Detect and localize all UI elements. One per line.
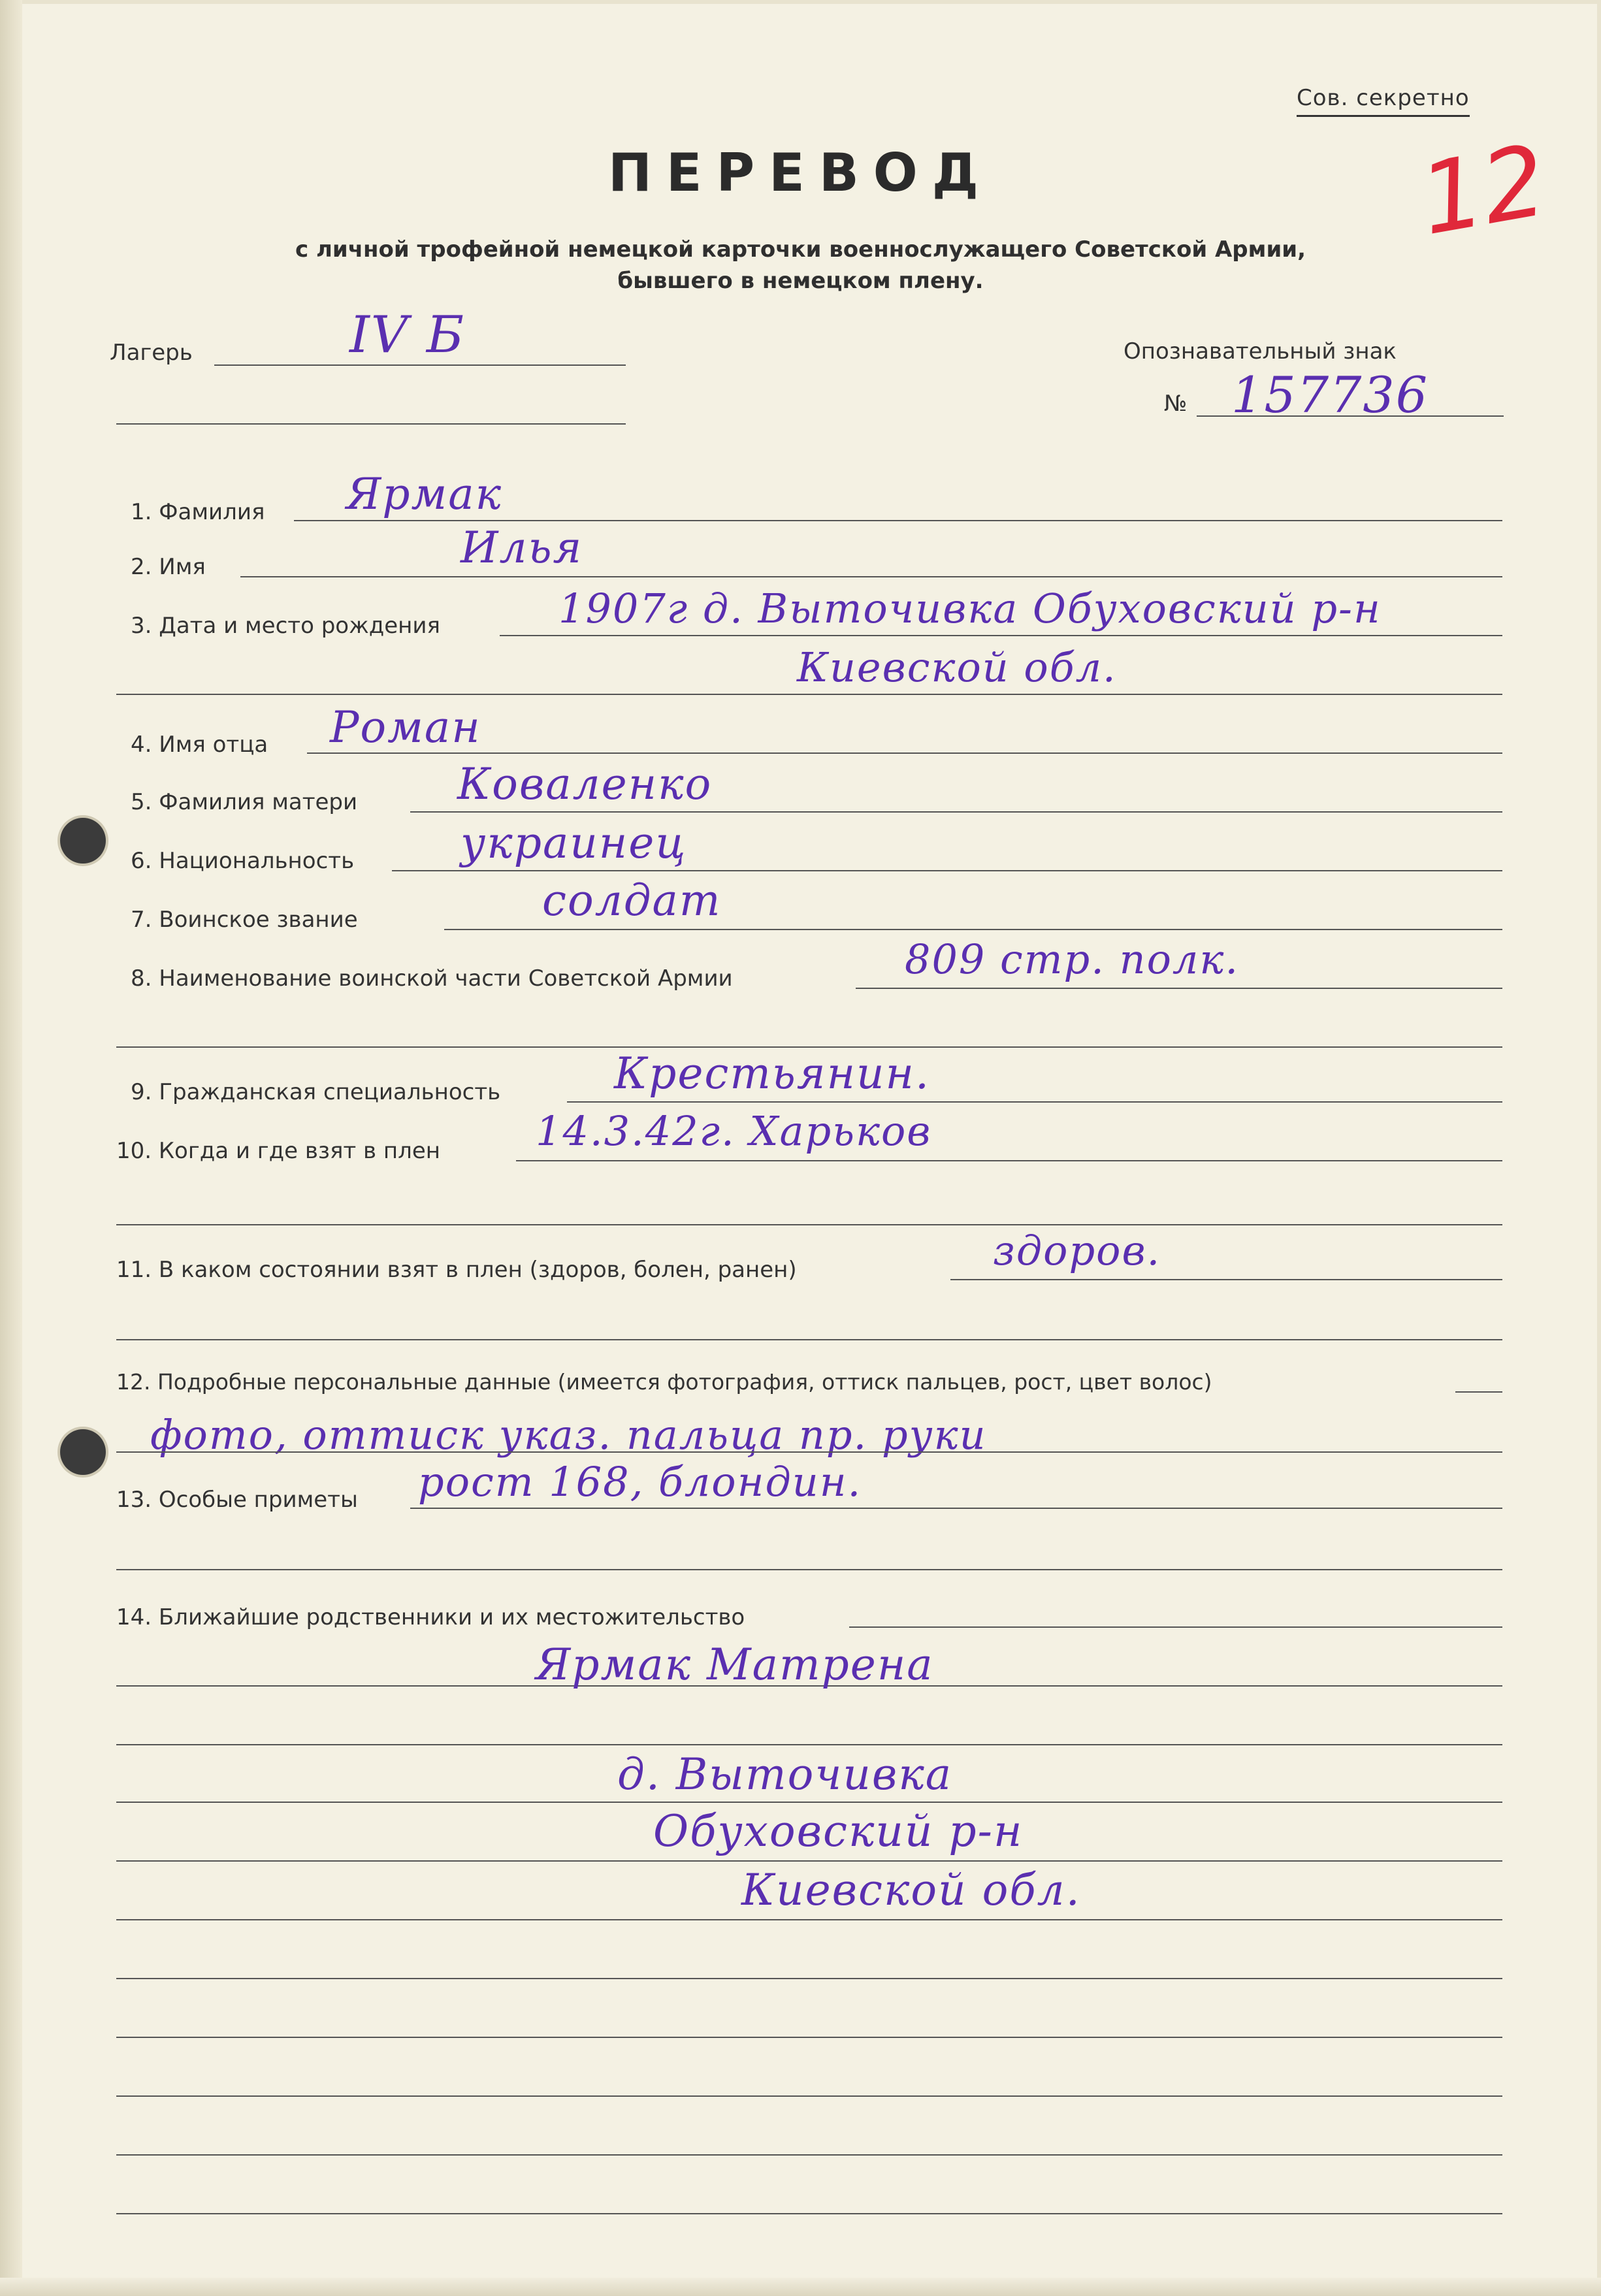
field-12-value: фото, оттиск указ. пальца пр. руки <box>150 1411 987 1459</box>
field-14-value-2: д. Выточивка <box>617 1749 953 1800</box>
field-1-label: Фамилия <box>159 499 265 525</box>
field-7-label: Воинское звание <box>159 907 358 933</box>
field-8-line <box>856 988 1502 989</box>
document-title: ПЕРЕВОД <box>607 142 994 203</box>
field-1-num: 1. <box>131 499 152 525</box>
field-14-line-8 <box>116 2037 1502 2038</box>
field-4-value: Роман <box>330 702 481 752</box>
camp-label: Лагерь <box>110 340 193 366</box>
field-2-line <box>240 576 1502 577</box>
sheet-number: 12 <box>1412 123 1555 258</box>
field-9-num: 9. <box>131 1079 152 1105</box>
field-2-num: 2. <box>131 554 152 580</box>
paper-edge-bottom <box>0 2278 1601 2296</box>
field-5-num: 5. <box>131 789 152 815</box>
field-13-label: Особые приметы <box>158 1487 358 1513</box>
field-7-num: 7. <box>131 907 152 933</box>
classification-stamp: Сов. секретно <box>1297 85 1470 117</box>
punch-hole-top <box>60 818 106 864</box>
paper-edge-left <box>0 0 22 2296</box>
field-6-value: украинец <box>461 818 687 868</box>
field-3-num: 3. <box>131 613 152 639</box>
field-6-num: 6. <box>131 848 152 874</box>
field-10-line <box>516 1160 1502 1161</box>
field-4-num: 4. <box>131 732 152 758</box>
field-1-line <box>294 520 1502 521</box>
field-10-label: Когда и где взят в плен <box>158 1138 440 1164</box>
field-3-value-2: Киевской обл. <box>797 643 1117 691</box>
punch-hole-bottom <box>60 1429 106 1475</box>
field-10-line-2 <box>116 1224 1502 1225</box>
field-5-line <box>410 811 1502 813</box>
field-14-line-3 <box>116 1744 1502 1745</box>
field-3-label: Дата и место рождения <box>159 613 440 639</box>
field-11-line <box>950 1279 1502 1280</box>
field-14-line-5 <box>116 1860 1502 1862</box>
field-9-value: Крестьянин. <box>614 1048 930 1099</box>
field-11-num: 11. <box>116 1257 152 1283</box>
field-12-line <box>1455 1391 1502 1393</box>
subtitle-line-1: с личной трофейной немецкой карточки военнослужащего Советской Армии, <box>295 236 1306 263</box>
field-11-value: здоров. <box>993 1227 1161 1274</box>
field-14-line-6 <box>116 1919 1502 1920</box>
field-13-num: 13. <box>116 1487 152 1513</box>
field-14-value-4: Киевской обл. <box>741 1865 1081 1915</box>
field-14-value: Ярмак Матрена <box>536 1640 934 1690</box>
field-4-label: Имя отца <box>159 732 268 758</box>
field-14-line-7 <box>116 1978 1502 1979</box>
field-11-line-2 <box>116 1339 1502 1340</box>
field-3-line <box>500 635 1502 636</box>
field-7-line <box>444 929 1502 930</box>
field-3-value: 1907г д. Выточивка Обуховский р-н <box>558 585 1382 632</box>
subtitle-line-2: бывшего в немецком плену. <box>617 268 984 294</box>
field-12-line-2 <box>116 1451 1502 1453</box>
camp-line <box>214 364 626 366</box>
field-13-line <box>410 1508 1502 1509</box>
document-subtitle <box>0 234 1601 297</box>
field-4-line <box>307 752 1502 754</box>
field-9-line <box>567 1101 1502 1103</box>
field-14-line-10 <box>116 2154 1502 2156</box>
field-1-value: Ярмак <box>346 469 503 519</box>
camp-line-2 <box>116 423 626 425</box>
field-12-label: Подробные персональные данные (имеется фотография, оттиск пальцев, рост, цвет волос) <box>157 1369 1212 1395</box>
field-8-num: 8. <box>131 965 152 992</box>
field-8-value: 809 стр. полк. <box>905 935 1240 983</box>
field-7-value: солдат <box>542 875 722 926</box>
field-14-num: 14. <box>116 1604 152 1630</box>
field-14-line-11 <box>116 2213 1502 2214</box>
camp-value: IV Б <box>349 306 466 364</box>
field-2-label: Имя <box>159 554 206 580</box>
field-13-line-2 <box>116 1569 1502 1570</box>
field-5-label: Фамилия матери <box>159 789 358 815</box>
field-12-num: 12. <box>116 1369 151 1395</box>
field-9-label: Гражданская специальность <box>159 1079 501 1105</box>
field-5-value: Коваленко <box>457 759 713 809</box>
field-11-label: В каком состоянии взят в плен (здоров, болен, ранен) <box>158 1257 797 1283</box>
id-tag-value: 157736 <box>1231 366 1429 424</box>
field-14-line-9 <box>116 2095 1502 2097</box>
field-13-value: рост 168, блондин. <box>418 1458 862 1506</box>
field-10-num: 10. <box>116 1138 152 1164</box>
field-14-value-3: Обуховский р-н <box>653 1806 1024 1856</box>
id-tag-label: Опознавательный знак <box>1124 338 1397 364</box>
field-2-value: Илья <box>461 523 583 573</box>
field-8-label: Наименование воинской части Советской Армии <box>159 965 733 992</box>
field-10-value: 14.3.42г. Харьков <box>536 1107 932 1155</box>
id-tag-number-sign: № <box>1164 391 1188 417</box>
field-6-line <box>392 870 1502 871</box>
field-8-line-2 <box>116 1046 1502 1048</box>
field-6-label: Национальность <box>159 848 355 874</box>
field-14-line-4 <box>116 1802 1502 1803</box>
field-3-line-2 <box>116 694 1502 695</box>
field-14-label: Ближайшие родственники и их местожительство <box>158 1604 745 1630</box>
field-14-line <box>849 1626 1502 1628</box>
